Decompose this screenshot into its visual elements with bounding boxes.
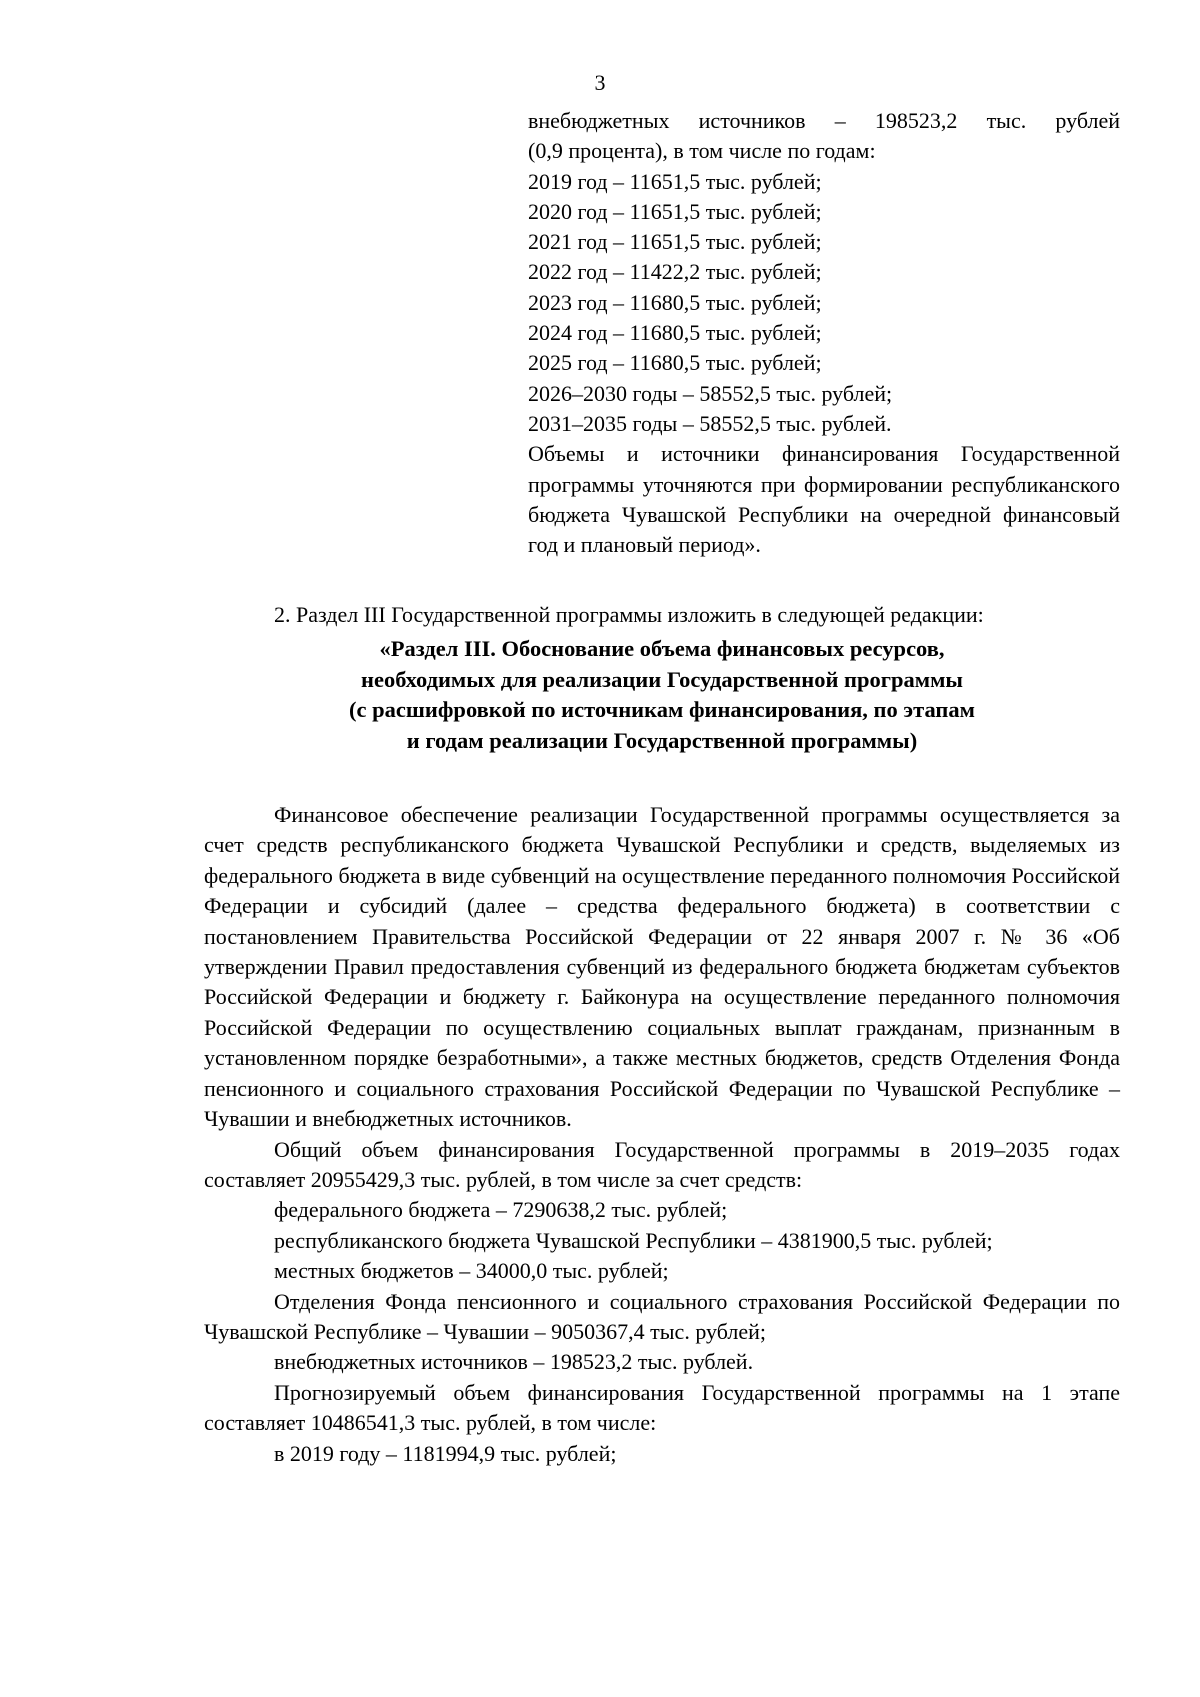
- funding-line: (0,9 процента), в том числе по годам:: [528, 138, 876, 164]
- body-paragraph: в 2019 году – 1181994,9 тыс. рублей;: [274, 1440, 617, 1466]
- body-paragraph: республиканского бюджета Чувашской Республики – 4381900,5 тыс. рублей;: [274, 1227, 993, 1253]
- body-paragraph: Прогнозируемый объем финансирования Государственной программы на 1 этапе составляет 10486541,3 тыс. рублей, в том числе:: [204, 1379, 1120, 1436]
- body-paragraph: внебюджетных источников – 198523,2 тыс. рублей.: [274, 1349, 754, 1375]
- body-paragraph: Финансовое обеспечение реализации Государственной программы осуществляется за счет средств республиканского бюджета Чувашской Республики и средств, выделяемых из федерального бюджета в виде субвенций на осуществление переданного полномочия Российской Федерации и субсидий (далее – средства федерального бюджета) в соответствии с постановлением Правительства Российской Федерации от 22 января 2007 г. № 36 «Об утверждении Правил предоставления субвенций из федерального бюджета бюджетам субъектов Российской Федерации и бюджету г. Байконура на осуществление переданного полномочия Российской Федерации по осуществлению социальных выплат гражданам, признанным в установленном порядке безработными», а также местных бюджетов, средств Отделения Фонда пенсионного и социального страхования Российской Федерации по Чувашской Республике – Чувашии и внебюджетных источников.: [204, 802, 1120, 1132]
- document-body: [204, 600, 1120, 1469]
- section-title-line: и годам реализации Государственной программы): [406, 727, 918, 753]
- funding-year-line: 2020 год – 11651,5 тыс. рублей;: [528, 198, 822, 224]
- funding-year-line: 2022 год – 11422,2 тыс. рублей;: [528, 259, 822, 285]
- body-paragraph: местных бюджетов – 34000,0 тыс. рублей;: [274, 1258, 669, 1284]
- body-paragraph: Отделения Фонда пенсионного и социального страхования Российской Федерации по Чувашской Республике – Чувашии – 9050367,4 тыс. рублей;: [204, 1288, 1120, 1344]
- section-title-line: необходимых для реализации Государственной программы: [361, 666, 963, 692]
- funding-year-line: 2021 год – 11651,5 тыс. рублей;: [528, 229, 822, 255]
- funding-year-line: 2031–2035 годы – 58552,5 тыс. рублей.: [528, 410, 892, 436]
- funding-year-line: 2024 год – 11680,5 тыс. рублей;: [528, 320, 822, 346]
- funding-line: внебюджетных источников – 198523,2 тыс. рублей: [528, 108, 1120, 133]
- page-number: 3: [594, 70, 606, 95]
- section-title-line: «Раздел III. Обоснование объема финансовых ресурсов,: [379, 636, 945, 662]
- funding-year-line: 2025 год – 11680,5 тыс. рублей;: [528, 350, 822, 376]
- item-2-paragraph: 2. Раздел III Государственной программы изложить в следующей редакции:: [274, 602, 984, 627]
- funding-continuation-block: [528, 106, 1120, 560]
- funding-year-line: 2026–2030 годы – 58552,5 тыс. рублей;: [528, 380, 893, 406]
- section-title: [204, 634, 1120, 756]
- funding-closing-paragraph: Объемы и источники финансирования Государственной программы уточняются при формировании республиканского бюджета Чувашской Республики на очередной финансовый год и плановый период».: [528, 441, 1120, 558]
- funding-year-line: 2019 год – 11651,5 тыс. рублей;: [528, 168, 822, 194]
- body-paragraph: Общий объем финансирования Государственной программы в 2019–2035 годах составляет 20955429,3 тыс. рублей, в том числе за счет средств:: [204, 1136, 1120, 1192]
- funding-year-line: 2023 год – 11680,5 тыс. рублей;: [528, 289, 822, 315]
- section-title-line: (с расшифровкой по источникам финансирования, по этапам: [349, 697, 975, 723]
- body-paragraph: федерального бюджета – 7290638,2 тыс. рублей;: [274, 1197, 728, 1223]
